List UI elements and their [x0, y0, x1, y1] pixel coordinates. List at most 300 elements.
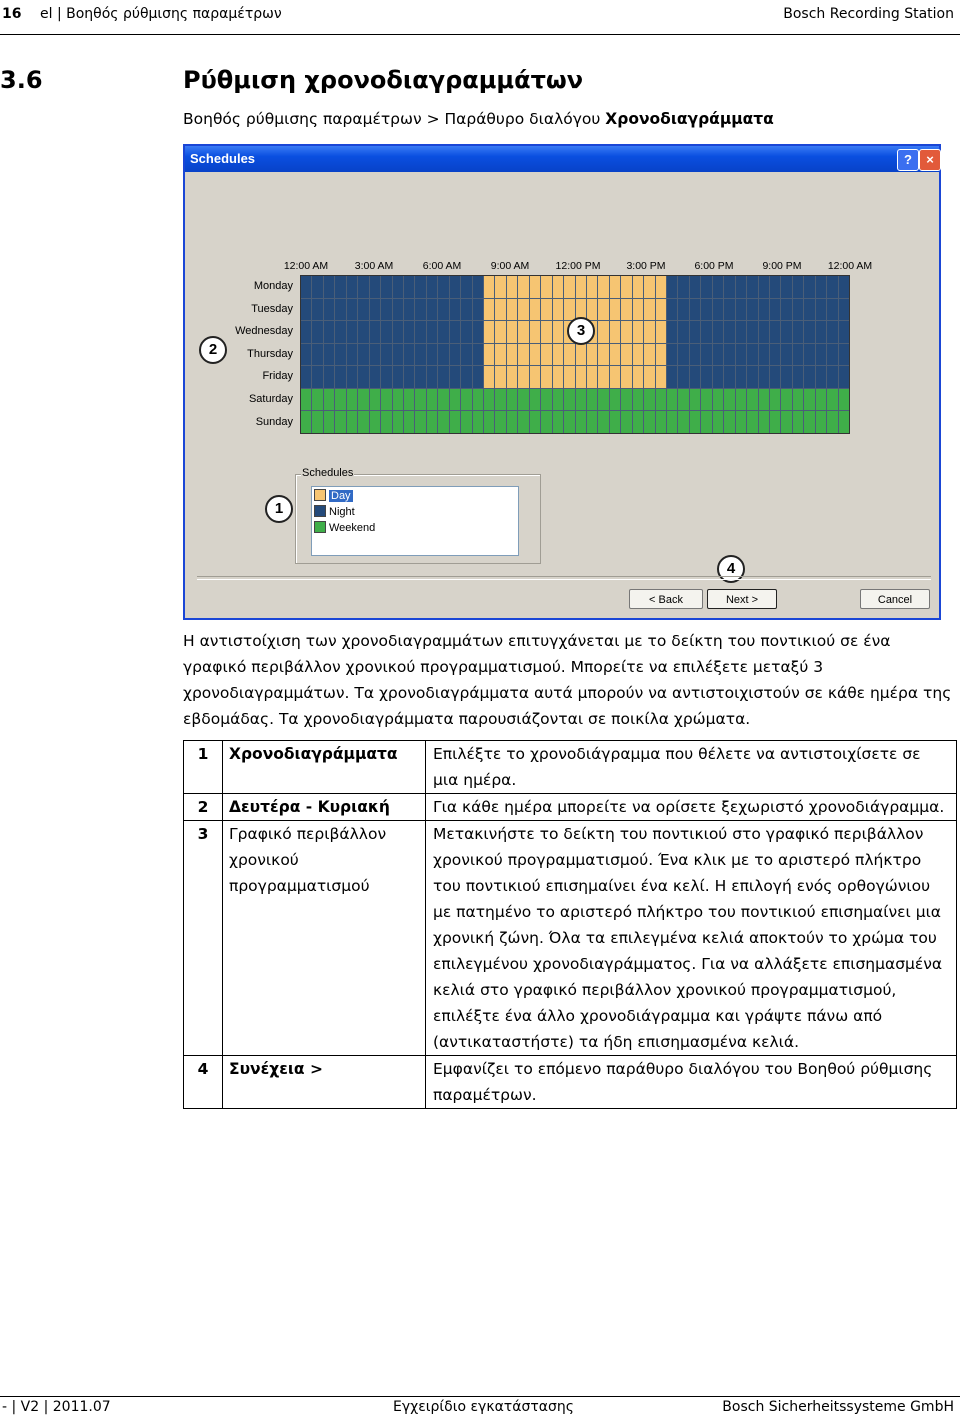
grid-cell[interactable] [312, 299, 322, 321]
grid-cell[interactable] [759, 276, 769, 298]
grid-cell[interactable] [358, 344, 368, 366]
grid-cell[interactable] [713, 299, 723, 321]
grid-cell[interactable] [473, 389, 483, 411]
grid-cell[interactable] [450, 389, 460, 411]
grid-cell[interactable] [621, 411, 631, 433]
grid-cell[interactable] [633, 276, 643, 298]
grid-cell[interactable] [393, 389, 403, 411]
schedules-list[interactable] [311, 486, 519, 556]
grid-cell[interactable] [644, 389, 654, 411]
grid-cell[interactable] [781, 276, 791, 298]
grid-cell[interactable] [598, 321, 608, 343]
grid-cell[interactable] [793, 366, 803, 388]
grid-cell[interactable] [759, 299, 769, 321]
grid-cell[interactable] [656, 389, 666, 411]
grid-cell[interactable] [724, 344, 734, 366]
grid-cell[interactable] [335, 321, 345, 343]
grid-cell[interactable] [415, 321, 425, 343]
grid-cell[interactable] [781, 344, 791, 366]
grid-cell[interactable] [598, 389, 608, 411]
grid-cell[interactable] [404, 299, 414, 321]
grid-cell[interactable] [644, 276, 654, 298]
grid-cell[interactable] [518, 321, 528, 343]
grid-cell[interactable] [644, 344, 654, 366]
grid-cell[interactable] [793, 299, 803, 321]
grid-cell[interactable] [564, 366, 574, 388]
grid-cell[interactable] [347, 366, 357, 388]
grid-cell[interactable] [553, 344, 563, 366]
grid-cell[interactable] [793, 389, 803, 411]
grid-cell[interactable] [438, 389, 448, 411]
grid-cell[interactable] [793, 276, 803, 298]
grid-cell[interactable] [724, 321, 734, 343]
grid-cell[interactable] [312, 321, 322, 343]
grid-cell[interactable] [724, 276, 734, 298]
grid-cell[interactable] [690, 276, 700, 298]
grid-cell[interactable] [358, 321, 368, 343]
grid-cell[interactable] [324, 299, 334, 321]
grid-cell[interactable] [530, 344, 540, 366]
grid-cell[interactable] [770, 276, 780, 298]
grid-cell[interactable] [312, 411, 322, 433]
grid-cell[interactable] [507, 299, 517, 321]
grid-cell[interactable] [564, 411, 574, 433]
next-button[interactable]: Next > [707, 589, 777, 609]
grid-cell[interactable] [347, 299, 357, 321]
grid-cell[interactable] [759, 321, 769, 343]
grid-cell[interactable] [415, 411, 425, 433]
grid-cell[interactable] [759, 411, 769, 433]
grid-cell[interactable] [610, 366, 620, 388]
grid-cell[interactable] [804, 299, 814, 321]
grid-cell[interactable] [690, 344, 700, 366]
grid-cell[interactable] [518, 276, 528, 298]
grid-cell[interactable] [347, 276, 357, 298]
grid-cell[interactable] [701, 299, 711, 321]
grid-cell[interactable] [678, 389, 688, 411]
grid-cell[interactable] [564, 344, 574, 366]
grid-cell[interactable] [393, 344, 403, 366]
grid-cell[interactable] [713, 321, 723, 343]
grid-cell[interactable] [347, 389, 357, 411]
grid-cell[interactable] [381, 321, 391, 343]
grid-cell[interactable] [621, 366, 631, 388]
grid-cell[interactable] [610, 344, 620, 366]
grid-cell[interactable] [827, 344, 837, 366]
grid-cell[interactable] [370, 344, 380, 366]
schedule-grid[interactable] [300, 275, 850, 434]
grid-cell[interactable] [484, 389, 494, 411]
grid-cell[interactable] [827, 411, 837, 433]
grid-cell[interactable] [347, 411, 357, 433]
grid-cell[interactable] [816, 321, 826, 343]
grid-cell[interactable] [518, 389, 528, 411]
grid-cell[interactable] [393, 276, 403, 298]
grid-cell[interactable] [530, 411, 540, 433]
grid-cell[interactable] [518, 366, 528, 388]
grid-cell[interactable] [690, 389, 700, 411]
grid-cell[interactable] [770, 411, 780, 433]
grid-cell[interactable] [381, 389, 391, 411]
grid-cell[interactable] [461, 299, 471, 321]
grid-cell[interactable] [816, 344, 826, 366]
schedule-item-weekend[interactable] [314, 521, 375, 536]
grid-cell[interactable] [484, 299, 494, 321]
grid-cell[interactable] [541, 344, 551, 366]
grid-cell[interactable] [370, 276, 380, 298]
grid-cell[interactable] [713, 389, 723, 411]
grid-cell[interactable] [450, 366, 460, 388]
grid-cell[interactable] [438, 321, 448, 343]
grid-cell[interactable] [495, 366, 505, 388]
grid-cell[interactable] [644, 299, 654, 321]
grid-cell[interactable] [839, 411, 849, 433]
grid-cell[interactable] [324, 366, 334, 388]
grid-cell[interactable] [701, 366, 711, 388]
grid-cell[interactable] [587, 366, 597, 388]
grid-cell[interactable] [747, 389, 757, 411]
grid-cell[interactable] [781, 389, 791, 411]
grid-cell[interactable] [473, 344, 483, 366]
grid-cell[interactable] [747, 321, 757, 343]
grid-cell[interactable] [827, 299, 837, 321]
grid-cell[interactable] [633, 366, 643, 388]
grid-cell[interactable] [484, 276, 494, 298]
grid-cell[interactable] [370, 299, 380, 321]
grid-cell[interactable] [804, 389, 814, 411]
grid-cell[interactable] [598, 299, 608, 321]
grid-cell[interactable] [427, 389, 437, 411]
grid-cell[interactable] [507, 344, 517, 366]
grid-cell[interactable] [839, 321, 849, 343]
schedule-item-day[interactable] [314, 489, 353, 504]
grid-cell[interactable] [473, 299, 483, 321]
grid-cell[interactable] [301, 276, 311, 298]
grid-cell[interactable] [598, 276, 608, 298]
grid-cell[interactable] [530, 366, 540, 388]
grid-cell[interactable] [427, 276, 437, 298]
grid-cell[interactable] [427, 411, 437, 433]
grid-cell[interactable] [461, 321, 471, 343]
grid-cell[interactable] [644, 411, 654, 433]
grid-cell[interactable] [621, 321, 631, 343]
grid-cell[interactable] [759, 344, 769, 366]
grid-cell[interactable] [404, 276, 414, 298]
grid-cell[interactable] [713, 366, 723, 388]
grid-cell[interactable] [335, 299, 345, 321]
grid-cell[interactable] [770, 299, 780, 321]
grid-cell[interactable] [564, 389, 574, 411]
grid-cell[interactable] [541, 366, 551, 388]
grid-cell[interactable] [656, 299, 666, 321]
grid-cell[interactable] [358, 366, 368, 388]
grid-cell[interactable] [301, 344, 311, 366]
grid-cell[interactable] [839, 366, 849, 388]
grid-cell[interactable] [747, 344, 757, 366]
grid-cell[interactable] [839, 276, 849, 298]
grid-cell[interactable] [507, 389, 517, 411]
grid-cell[interactable] [335, 411, 345, 433]
grid-cell[interactable] [610, 321, 620, 343]
grid-cell[interactable] [530, 389, 540, 411]
grid-cell[interactable] [816, 366, 826, 388]
grid-cell[interactable] [621, 344, 631, 366]
grid-cell[interactable] [438, 344, 448, 366]
grid-cell[interactable] [507, 276, 517, 298]
grid-cell[interactable] [644, 366, 654, 388]
grid-cell[interactable] [404, 344, 414, 366]
grid-cell[interactable] [770, 366, 780, 388]
grid-cell[interactable] [530, 321, 540, 343]
grid-cell[interactable] [701, 276, 711, 298]
grid-cell[interactable] [701, 344, 711, 366]
grid-cell[interactable] [736, 344, 746, 366]
grid-cell[interactable] [724, 389, 734, 411]
grid-cell[interactable] [678, 366, 688, 388]
grid-cell[interactable] [576, 366, 586, 388]
grid-cell[interactable] [701, 389, 711, 411]
grid-cell[interactable] [324, 411, 334, 433]
grid-cell[interactable] [656, 276, 666, 298]
grid-cell[interactable] [427, 321, 437, 343]
grid-cell[interactable] [450, 321, 460, 343]
grid-cell[interactable] [518, 344, 528, 366]
grid-cell[interactable] [678, 411, 688, 433]
grid-cell[interactable] [335, 276, 345, 298]
grid-cell[interactable] [427, 299, 437, 321]
grid-cell[interactable] [793, 411, 803, 433]
grid-cell[interactable] [324, 321, 334, 343]
grid-cell[interactable] [495, 299, 505, 321]
grid-cell[interactable] [770, 389, 780, 411]
grid-cell[interactable] [312, 344, 322, 366]
grid-cell[interactable] [587, 299, 597, 321]
grid-cell[interactable] [633, 299, 643, 321]
grid-cell[interactable] [759, 389, 769, 411]
grid-cell[interactable] [827, 321, 837, 343]
grid-cell[interactable] [667, 411, 677, 433]
grid-cell[interactable] [484, 344, 494, 366]
grid-cell[interactable] [301, 299, 311, 321]
grid-cell[interactable] [473, 276, 483, 298]
grid-cell[interactable] [633, 389, 643, 411]
grid-cell[interactable] [324, 344, 334, 366]
grid-cell[interactable] [438, 411, 448, 433]
grid-cell[interactable] [610, 299, 620, 321]
grid-cell[interactable] [450, 299, 460, 321]
grid-cell[interactable] [450, 276, 460, 298]
grid-cell[interactable] [484, 321, 494, 343]
grid-cell[interactable] [793, 344, 803, 366]
grid-cell[interactable] [804, 366, 814, 388]
grid-cell[interactable] [690, 411, 700, 433]
grid-cell[interactable] [690, 366, 700, 388]
grid-cell[interactable] [358, 389, 368, 411]
grid-cell[interactable] [358, 411, 368, 433]
grid-cell[interactable] [461, 366, 471, 388]
grid-cell[interactable] [518, 299, 528, 321]
grid-cell[interactable] [301, 366, 311, 388]
grid-cell[interactable] [610, 389, 620, 411]
help-button[interactable]: ? [897, 149, 919, 171]
grid-cell[interactable] [461, 389, 471, 411]
grid-cell[interactable] [381, 276, 391, 298]
grid-cell[interactable] [530, 276, 540, 298]
grid-cell[interactable] [759, 366, 769, 388]
grid-cell[interactable] [335, 389, 345, 411]
grid-cell[interactable] [495, 389, 505, 411]
grid-cell[interactable] [473, 411, 483, 433]
grid-cell[interactable] [335, 366, 345, 388]
grid-cell[interactable] [621, 299, 631, 321]
schedule-item-night[interactable] [314, 505, 355, 520]
grid-cell[interactable] [827, 276, 837, 298]
grid-cell[interactable] [839, 299, 849, 321]
grid-cell[interactable] [667, 389, 677, 411]
grid-cell[interactable] [644, 321, 654, 343]
grid-cell[interactable] [621, 276, 631, 298]
grid-cell[interactable] [621, 389, 631, 411]
grid-cell[interactable] [381, 299, 391, 321]
grid-cell[interactable] [736, 276, 746, 298]
grid-cell[interactable] [667, 344, 677, 366]
grid-cell[interactable] [404, 366, 414, 388]
grid-cell[interactable] [312, 366, 322, 388]
grid-cell[interactable] [381, 344, 391, 366]
grid-cell[interactable] [473, 321, 483, 343]
grid-cell[interactable] [450, 344, 460, 366]
grid-cell[interactable] [393, 321, 403, 343]
grid-cell[interactable] [507, 366, 517, 388]
grid-cell[interactable] [736, 366, 746, 388]
grid-cell[interactable] [678, 299, 688, 321]
grid-cell[interactable] [667, 276, 677, 298]
grid-cell[interactable] [427, 366, 437, 388]
grid-cell[interactable] [598, 344, 608, 366]
grid-cell[interactable] [736, 321, 746, 343]
grid-cell[interactable] [610, 411, 620, 433]
grid-cell[interactable] [804, 276, 814, 298]
grid-cell[interactable] [770, 344, 780, 366]
grid-cell[interactable] [370, 389, 380, 411]
grid-cell[interactable] [576, 276, 586, 298]
grid-cell[interactable] [678, 344, 688, 366]
grid-cell[interactable] [656, 366, 666, 388]
grid-cell[interactable] [816, 276, 826, 298]
grid-cell[interactable] [324, 389, 334, 411]
grid-cell[interactable] [553, 411, 563, 433]
grid-cell[interactable] [770, 321, 780, 343]
grid-cell[interactable] [713, 411, 723, 433]
grid-cell[interactable] [438, 299, 448, 321]
grid-cell[interactable] [518, 411, 528, 433]
grid-cell[interactable] [724, 299, 734, 321]
grid-cell[interactable] [587, 411, 597, 433]
grid-cell[interactable] [701, 321, 711, 343]
grid-cell[interactable] [312, 389, 322, 411]
grid-cell[interactable] [415, 366, 425, 388]
grid-cell[interactable] [633, 344, 643, 366]
grid-cell[interactable] [335, 344, 345, 366]
grid-cell[interactable] [393, 411, 403, 433]
grid-cell[interactable] [701, 411, 711, 433]
grid-cell[interactable] [358, 276, 368, 298]
grid-cell[interactable] [370, 321, 380, 343]
grid-cell[interactable] [495, 321, 505, 343]
grid-cell[interactable] [541, 411, 551, 433]
grid-cell[interactable] [781, 366, 791, 388]
grid-cell[interactable] [507, 411, 517, 433]
grid-cell[interactable] [736, 299, 746, 321]
grid-cell[interactable] [747, 276, 757, 298]
grid-cell[interactable] [598, 411, 608, 433]
grid-cell[interactable] [736, 389, 746, 411]
grid-cell[interactable] [415, 276, 425, 298]
grid-cell[interactable] [781, 299, 791, 321]
grid-cell[interactable] [541, 321, 551, 343]
grid-cell[interactable] [301, 411, 311, 433]
grid-cell[interactable] [415, 344, 425, 366]
grid-cell[interactable] [816, 389, 826, 411]
grid-cell[interactable] [839, 389, 849, 411]
grid-cell[interactable] [736, 411, 746, 433]
close-button[interactable]: × [919, 149, 941, 171]
grid-cell[interactable] [484, 366, 494, 388]
grid-cell[interactable] [370, 366, 380, 388]
grid-cell[interactable] [461, 276, 471, 298]
grid-cell[interactable] [724, 411, 734, 433]
grid-cell[interactable] [381, 411, 391, 433]
grid-cell[interactable] [816, 299, 826, 321]
grid-cell[interactable] [415, 389, 425, 411]
grid-cell[interactable] [541, 276, 551, 298]
grid-cell[interactable] [507, 321, 517, 343]
grid-cell[interactable] [713, 276, 723, 298]
grid-cell[interactable] [678, 321, 688, 343]
grid-cell[interactable] [690, 321, 700, 343]
grid-cell[interactable] [484, 411, 494, 433]
grid-cell[interactable] [370, 411, 380, 433]
grid-cell[interactable] [656, 344, 666, 366]
grid-cell[interactable] [495, 411, 505, 433]
grid-cell[interactable] [553, 389, 563, 411]
grid-cell[interactable] [541, 299, 551, 321]
grid-cell[interactable] [358, 299, 368, 321]
grid-cell[interactable] [415, 299, 425, 321]
grid-cell[interactable] [393, 366, 403, 388]
grid-cell[interactable] [656, 321, 666, 343]
grid-cell[interactable] [312, 276, 322, 298]
grid-cell[interactable] [404, 321, 414, 343]
grid-cell[interactable] [598, 366, 608, 388]
grid-cell[interactable] [576, 411, 586, 433]
grid-cell[interactable] [427, 344, 437, 366]
grid-cell[interactable] [461, 344, 471, 366]
grid-cell[interactable] [404, 389, 414, 411]
grid-cell[interactable] [781, 321, 791, 343]
grid-cell[interactable] [530, 299, 540, 321]
grid-cell[interactable] [541, 389, 551, 411]
grid-cell[interactable] [781, 411, 791, 433]
grid-cell[interactable] [804, 344, 814, 366]
grid-cell[interactable] [461, 411, 471, 433]
grid-cell[interactable] [576, 389, 586, 411]
grid-cell[interactable] [667, 366, 677, 388]
back-button[interactable]: < Back [629, 589, 703, 609]
grid-cell[interactable] [747, 299, 757, 321]
grid-cell[interactable] [747, 411, 757, 433]
grid-cell[interactable] [438, 366, 448, 388]
